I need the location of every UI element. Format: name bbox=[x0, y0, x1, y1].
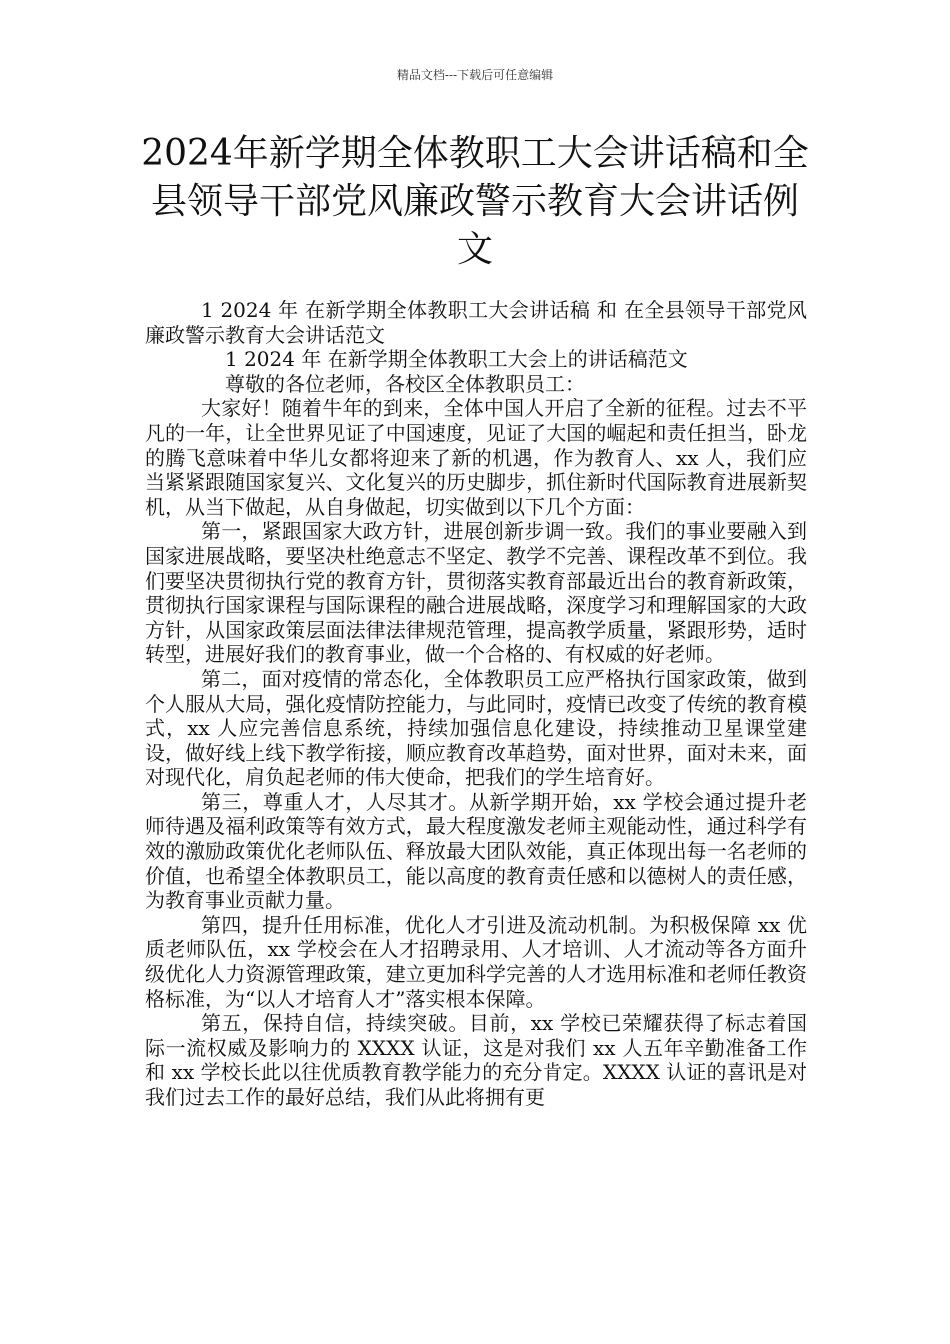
paragraph-point-4: 第四，提升任用标准，优化人才引进及流动机制。为积极保障 xx 优质老师队伍，xx 学校会在人才招聘录用、人才培训、人才流动等各方面升级优化人力资源管理政策，建立更加科学完善的人才选用标准和老师任教资格标准，为“以人才培育人才”落实根本保障。 bbox=[145, 912, 807, 1011]
document-body bbox=[145, 298, 807, 1110]
paragraph-subtitle: 1 2024 年 在新学期全体教职工大会上的讲话稿范文 bbox=[225, 347, 688, 372]
paragraph-point-1: 第一，紧跟国家大政方针，进展创新步调一致。我们的事业要融入到国家进展战略，要坚决杜绝意志不坚定、教学不完善、课程改革不到位。我们要坚决贯彻执行党的教育方针，贯彻落实教育部最近出台的教育新政策，贯彻执行国家课程与国际课程的融合进展战略，深度学习和理解国家的大政方针，从国家政策层面法律法律规范管理，提高教学质量，紧跟形势，适时转型，进展好我们的教育事业，做一个合格的、有权威的好老师。 bbox=[145, 519, 807, 667]
header-note: 精品文档---下载后可任意编辑 bbox=[396, 68, 554, 82]
paragraph-toc: 1 2024 年 在新学期全体教职工大会讲话稿 和 在全县领导干部党风廉政警示教育大会讲话范文 bbox=[145, 298, 807, 347]
paragraph-point-5: 第五，保持自信，持续突破。目前，xx 学校已荣耀获得了标志着国际一流权威及影响力的 XXXX 认证，这是对我们 xx 人五年辛勤准备工作和 xx 学校长此以往优质教育教学能力的充分肯定。XXXX 认证的喜讯是对我们过去工作的最好总结，我们从此将拥有更 bbox=[145, 1011, 807, 1109]
paragraph-point-3: 第三，尊重人才，人尽其才。从新学期开始，xx 学校会通过提升老师待遇及福利政策等有效方式，最大程度激发老师主观能动性，通过科学有效的激励政策优化老师队伍、释放最大团队效能，真正体现出每一名老师的价值，也希望全体教职员工，能以高度的教育责任感和以德树人的责任感，为教育事业贡献力量。 bbox=[145, 789, 807, 913]
paragraph-salutation: 尊敬的各位老师，各校区全体教职员工： bbox=[225, 371, 585, 396]
paragraph-greeting: 大家好！随着牛年的到来，全体中国人开启了全新的征程。过去不平凡的一年，让全世界见证了中国速度，见证了大国的崛起和责任担当，卧龙的腾飞意味着中华儿女都将迎来了新的机遇，作为教育人、xx 人，我们应当紧紧跟随国家复兴、文化复兴的历史脚步，抓住新时代国际教育进展新契机，从当下做起，从自身做起，切实做到以下几个方面： bbox=[145, 396, 807, 519]
paragraph-point-2: 第二，面对疫情的常态化，全体教职员工应严格执行国家政策，做到个人服从大局，强化疫情防控能力，与此同时，疫情已改变了传统的教育模式，xx 人应完善信息系统，持续加强信息化建设，持续推动卫星课堂建设，做好线上线下教学衔接，顺应教育改革趋势，面对世界，面对未来，面对现代化，肩负起老师的伟大使命，把我们的学生培育好。 bbox=[145, 666, 807, 790]
document-title: 2024年新学期全体教职工大会讲话稿和全县领导干部党风廉政警示教育大会讲话例文 bbox=[141, 133, 809, 270]
